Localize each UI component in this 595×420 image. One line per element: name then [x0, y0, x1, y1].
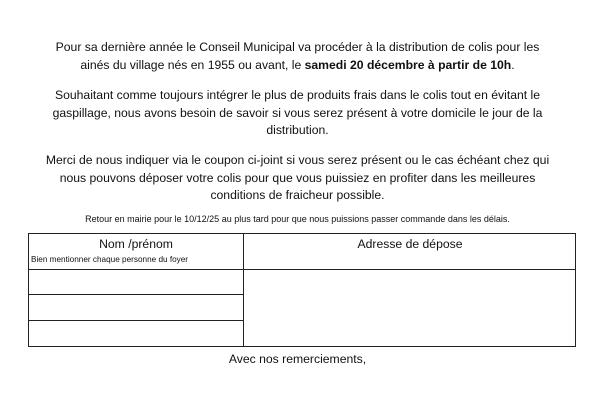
- instructions-line-3: conditions de fraicheur possible.: [210, 188, 385, 202]
- closing-line: Avec nos remerciements,: [228, 352, 367, 366]
- name-row-divider-1: [29, 294, 243, 295]
- instructions-line-1: Merci de nous indiquer via le coupon ci-joint si vous serez présent ou le cas échéant chez qui: [45, 153, 550, 167]
- name-row-divider-2: [29, 320, 243, 321]
- fresh-line-3: distribution.: [266, 123, 329, 137]
- intro-line-1: Pour sa dernière année le Conseil Municipal va procéder à la distribution de colis pour les: [55, 40, 540, 54]
- instructions-line-2: nous pouvons déposer votre colis pour que vous puissiez en profiter dans les meilleures: [59, 170, 536, 185]
- name-column-note: Bien mentionner chaque personne du foyer: [31, 255, 189, 264]
- address-column-header: Adresse de dépose: [357, 237, 463, 251]
- distribution-date: samedi 20 décembre à partir de 10h: [304, 57, 512, 72]
- return-deadline-notice: Retour en mairie pour le 10/12/25 au plus tard pour que nous puissions passer commande dans les délais.: [85, 214, 510, 224]
- fresh-line-1: Souhaitant comme toujours intégrer le plus de produits frais dans le colis tout en évitant le: [54, 88, 541, 102]
- intro-line-2-suffix: .: [511, 57, 515, 72]
- fresh-products-paragraph: [28, 87, 567, 140]
- coupon-table: [28, 233, 576, 347]
- intro-paragraph: [28, 39, 567, 74]
- intro-line-2-prefix: ainés du village nés en 1955 ou avant, le: [80, 57, 305, 72]
- header-divider: [29, 269, 575, 270]
- name-column-header: Nom /prénom: [99, 237, 173, 251]
- fresh-line-2: gaspillage, nous avons besoin de savoir si vous serez présent à votre domicile le jour de la: [52, 105, 543, 120]
- coupon-instructions-paragraph: [28, 152, 567, 205]
